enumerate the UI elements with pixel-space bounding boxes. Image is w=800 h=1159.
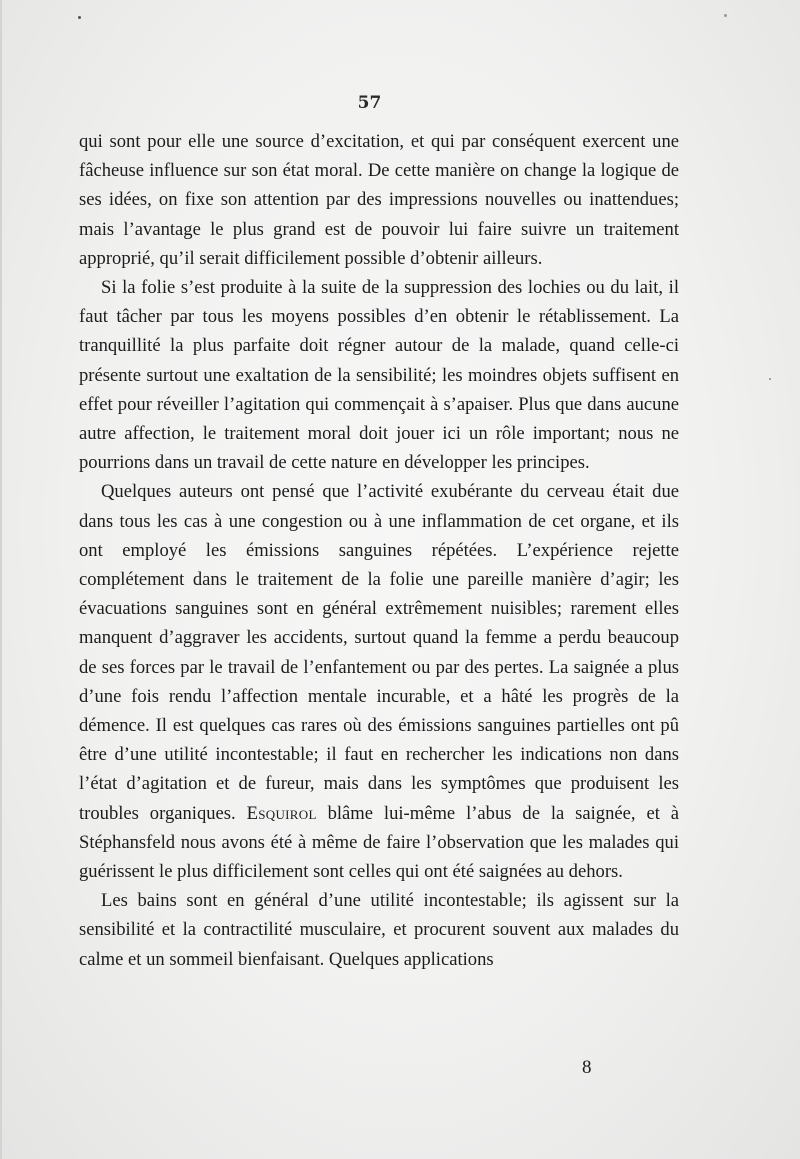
signature-mark: 8 (582, 1057, 592, 1078)
paragraph-3-text-continued: blâme lui-même l’abus de la saignée, et à Stéphansfeld nous avons été à même de faire l’observation que les malades qui guérissent le plus difficilement sont celles qui ont été saignées au dehors. (79, 802, 680, 883)
paragraph-4 (79, 886, 679, 974)
page-number: 57 (357, 93, 382, 113)
paragraph-4-text: Les bains sont en général d’une utilité incontestable; ils agissent sur la sensibilité et la contractilité musculaire, et procurent souvent aux malades du calme et un sommeil bienfaisant. Quelques applications (79, 890, 679, 970)
paper-speck (769, 378, 771, 380)
paragraph-3 (79, 477, 679, 886)
paragraph-2 (79, 273, 679, 477)
paragraph-1 (79, 127, 679, 273)
paper-speck (724, 14, 727, 17)
author-name: Esquirol (246, 802, 317, 824)
paragraph-1-text: qui sont pour elle une source d’excitation, et qui par conséquent exercent une fâcheuse influence sur son état moral. De cette manière on change la logique de ses idées, on fixe son attention par des impressions nouvelles ou inattendues; mais l’avantage le plus grand est de pouvoir lui faire suivre un traitement approprié, qu’il serait difficilement possible d’obtenir ailleurs. (79, 131, 679, 269)
paragraph-2-text: Si la folie s’est produite à la suite de la suppression des lochies ou du lait, il faut tâcher par tous les moyens possibles d’en obtenir le rétablissement. La tranquillité la plus parfaite doit régner autour de la malade, quand celle-ci présente surtout une exaltation de la sensibilité; les moindres objets suffisent en effet pour réveiller l’agitation qui commençait à s’apaiser. Plus que dans aucune autre affection, le traitement moral doit jouer ici un rôle important; nous ne pourrions dans un travail de cette nature en développer les principes. (79, 277, 679, 474)
paper-speck (78, 16, 81, 19)
body-text (79, 127, 679, 974)
paragraph-3-text: Quelques auteurs ont pensé que l’activité exubérante du cerveau était due dans tous les cas à une congestion ou à une inflammation de cet organe, et ils ont employé les émissions sanguines répétées. L’expérience rejette complétement dans le traitement de la folie une pareille manière d’agir; les évacuations sanguines sont en général extrêmement nuisibles; rarement elles manquent d’aggraver les accidents, surtout quand la femme a perdu beaucoup de ses forces par le travail de l’enfantement ou par des pertes. La saignée a plus d’une fois rendu l’affection mentale incurable, et a hâté les progrès de la démence. Il est quelques cas rares où des émissions sanguines partielles ont pû être d’une utilité incontestable; il faut en rechercher les indications non dans l’état d’agitation et de fureur, mais dans les symptômes que produisent les troubles organiques. (79, 481, 679, 824)
